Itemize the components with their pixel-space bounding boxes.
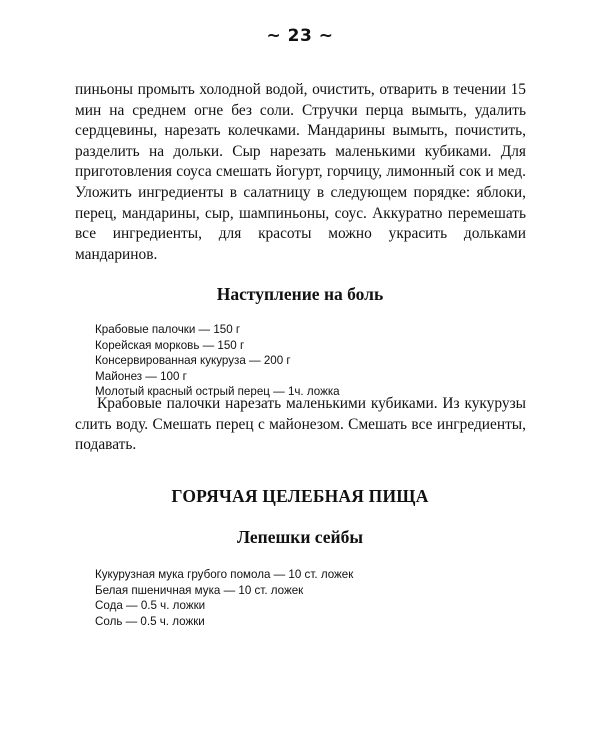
ingredient-item: Корейская морковь — 150 г: [95, 338, 245, 352]
ingredient-item: Молотый красный острый перец — 1ч. ложка: [95, 385, 340, 399]
ingredient-item: Крабовые палочки — 150 г: [95, 323, 241, 336]
intro-paragraph: пиньоны промыть холодной водой, очистить, отварить в течении 15 мин на среднем огне без соли. Стручки перца вымыть, удалить сердцевины, нарезать колечками. Мандарины вымыть, почистить, разделить на дольки. Сыр нарезать маленькими кубиками. Для приготовления соуса смешать йогурт, горчицу, лимонный сок и мед. Уложить ингредиенты в салатницу в следующем порядке: яблоки, перец, мандарины, сыр, шампиньоны, соус. Аккуратно перемешать все ингредиенты, для красоты можно украсить дольками мандаринов.: [75, 81, 526, 263]
page-number: ~ 23 ~: [266, 26, 334, 46]
ingredient-item: Соль — 0.5 ч. ложки: [95, 614, 205, 628]
ingredient-item: Белая пшеничная мука — 10 ст. ложек: [95, 583, 304, 597]
ingredient-item: Майонез — 100 г: [95, 369, 187, 383]
ingredient-list-recipe2: [95, 567, 353, 629]
ingredient-list-recipe1: [95, 322, 340, 400]
ingredient-item: Кукурузная мука грубого помола — 10 ст. ложек: [95, 568, 354, 581]
recipe1-instructions: Крабовые палочки нарезать маленькими кубиками. Из кукурузы слить воду. Смешать перец с майонезом. Смешать все ингредиенты, подавать.: [75, 395, 526, 454]
ingredient-item: Консервированная кукуруза — 200 г: [95, 354, 291, 368]
recipe-title-nastuplenie: Наступление на боль: [216, 284, 384, 304]
recipe-title-lepeshki: Лепешки сейбы: [236, 527, 364, 547]
ingredient-item: Сода — 0.5 ч. ложки: [95, 599, 206, 613]
section-title: ГОРЯЧАЯ ЦЕЛЕБНАЯ ПИЩА: [171, 486, 429, 506]
